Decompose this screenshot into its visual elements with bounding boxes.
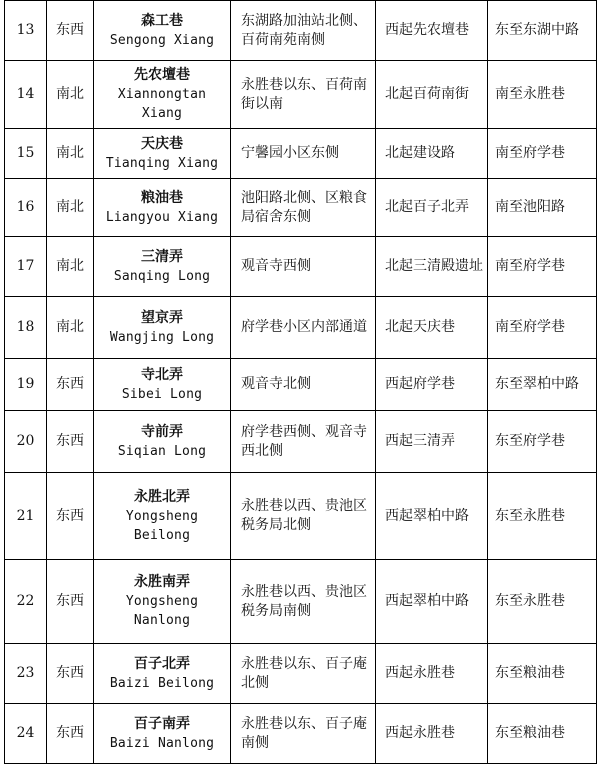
street-name-cell [94, 179, 231, 237]
location-cell: 永胜巷以西、贵池区税务局北侧 [231, 473, 376, 560]
street-name-pinyin: Xiannongtan Xiang [117, 87, 207, 121]
table-row [5, 179, 597, 237]
row-number: 20 [5, 411, 47, 473]
end-point-cell: 东至东湖中路 [488, 1, 597, 61]
street-name-pinyin: Baizi Nanlong [109, 735, 215, 751]
start-point-cell: 北起三清殿遗址 [376, 237, 488, 297]
table-row [5, 411, 597, 473]
table-row [5, 560, 597, 644]
street-name-chinese: 天庆巷 [141, 135, 183, 152]
street-name-pinyin: Yongsheng Beilong [125, 508, 199, 543]
table-row [5, 237, 597, 297]
start-point-cell: 西起永胜巷 [376, 704, 488, 764]
direction-cell: 南北 [47, 297, 94, 359]
end-point-cell: 东至永胜巷 [488, 560, 597, 644]
start-point-cell: 西起翠柏中路 [376, 473, 488, 560]
row-number: 19 [5, 359, 47, 411]
location-cell: 观音寺北侧 [231, 359, 376, 411]
street-name-pinyin: Yongsheng Nanlong [125, 594, 199, 628]
location-cell: 观音寺西侧 [231, 237, 376, 297]
direction-cell: 东西 [47, 1, 94, 61]
street-name-chinese: 森工巷 [141, 12, 183, 29]
row-number: 13 [5, 1, 47, 61]
street-name-chinese: 永胜北弄 [134, 488, 190, 505]
table-row [5, 473, 597, 560]
location-cell: 永胜巷以东、百荷南街以南 [231, 61, 376, 129]
table-row [5, 644, 597, 704]
table-row [5, 1, 597, 61]
start-point-cell: 北起百荷南街 [376, 61, 488, 129]
table-row [5, 704, 597, 764]
start-point-cell: 西起府学巷 [376, 359, 488, 411]
location-cell: 永胜巷以东、百子庵北侧 [231, 644, 376, 704]
street-name-cell [94, 1, 231, 61]
end-point-cell: 南至池阳路 [488, 179, 597, 237]
row-number: 22 [5, 560, 47, 644]
end-point-cell: 南至府学巷 [488, 237, 597, 297]
row-number: 14 [5, 61, 47, 129]
end-point-cell: 南至永胜巷 [488, 61, 597, 129]
end-point-cell: 东至府学巷 [488, 411, 597, 473]
street-name-chinese: 粮油巷 [141, 189, 183, 206]
street-name-cell [94, 411, 231, 473]
street-name-chinese: 百子南弄 [134, 715, 190, 732]
street-name-table [4, 0, 597, 764]
direction-cell: 东西 [47, 644, 94, 704]
street-name-cell [94, 644, 231, 704]
street-name-cell [94, 473, 231, 560]
street-name-cell [94, 129, 231, 179]
table-row [5, 359, 597, 411]
street-name-pinyin: Sibei Long [121, 386, 203, 402]
street-name-pinyin: Wangjing Long [109, 329, 215, 345]
street-name-chinese: 望京弄 [141, 309, 183, 326]
start-point-cell: 北起百子北弄 [376, 179, 488, 237]
direction-cell: 东西 [47, 473, 94, 560]
street-name-cell [94, 297, 231, 359]
start-point-cell: 西起先农壇巷 [376, 1, 488, 61]
start-point-cell: 北起建设路 [376, 129, 488, 179]
direction-cell: 东西 [47, 560, 94, 644]
location-cell: 东湖路加油站北侧、百荷南苑南侧 [231, 1, 376, 61]
location-cell: 府学巷西侧、观音寺西北侧 [231, 411, 376, 473]
row-number: 16 [5, 179, 47, 237]
direction-cell: 南北 [47, 129, 94, 179]
street-name-cell [94, 237, 231, 297]
street-name-chinese: 寺北弄 [141, 366, 183, 383]
start-point-cell: 西起永胜巷 [376, 644, 488, 704]
direction-cell: 东西 [47, 704, 94, 764]
street-name-chinese: 先农壇巷 [134, 67, 190, 83]
street-name-cell [94, 560, 231, 644]
start-point-cell: 北起天庆巷 [376, 297, 488, 359]
street-name-pinyin: Sanqing Long [113, 268, 211, 284]
street-name-pinyin: Tianqing Xiang [105, 155, 219, 171]
end-point-cell: 东至粮油巷 [488, 644, 597, 704]
table-row [5, 297, 597, 359]
street-name-pinyin: Baizi Beilong [109, 675, 215, 691]
direction-cell: 南北 [47, 179, 94, 237]
street-name-cell [94, 704, 231, 764]
table-row [5, 129, 597, 179]
location-cell: 宁馨园小区东侧 [231, 129, 376, 179]
street-name-cell [94, 359, 231, 411]
direction-cell: 南北 [47, 237, 94, 297]
table-body [5, 1, 597, 764]
end-point-cell: 东至永胜巷 [488, 473, 597, 560]
street-name-pinyin: Sengong Xiang [109, 32, 215, 48]
street-name-pinyin: Liangyou Xiang [105, 209, 219, 225]
end-point-cell: 东至翠柏中路 [488, 359, 597, 411]
end-point-cell: 南至府学巷 [488, 129, 597, 179]
street-name-chinese: 永胜南弄 [134, 574, 190, 590]
end-point-cell: 东至粮油巷 [488, 704, 597, 764]
direction-cell: 东西 [47, 411, 94, 473]
street-name-chinese: 百子北弄 [134, 655, 190, 672]
row-number: 15 [5, 129, 47, 179]
direction-cell: 东西 [47, 359, 94, 411]
street-name-chinese: 三清弄 [141, 248, 183, 265]
table-row [5, 61, 597, 129]
row-number: 21 [5, 473, 47, 560]
row-number: 17 [5, 237, 47, 297]
location-cell: 永胜巷以西、贵池区税务局南侧 [231, 560, 376, 644]
direction-cell: 南北 [47, 61, 94, 129]
location-cell: 府学巷小区内部通道 [231, 297, 376, 359]
start-point-cell: 西起三清弄 [376, 411, 488, 473]
end-point-cell: 南至府学巷 [488, 297, 597, 359]
location-cell: 池阳路北侧、区粮食局宿舍东侧 [231, 179, 376, 237]
row-number: 24 [5, 704, 47, 764]
street-name-cell [94, 61, 231, 129]
street-name-pinyin: Siqian Long [117, 443, 207, 459]
street-name-chinese: 寺前弄 [141, 423, 183, 440]
row-number: 23 [5, 644, 47, 704]
start-point-cell: 西起翠柏中路 [376, 560, 488, 644]
location-cell: 永胜巷以东、百子庵南侧 [231, 704, 376, 764]
row-number: 18 [5, 297, 47, 359]
